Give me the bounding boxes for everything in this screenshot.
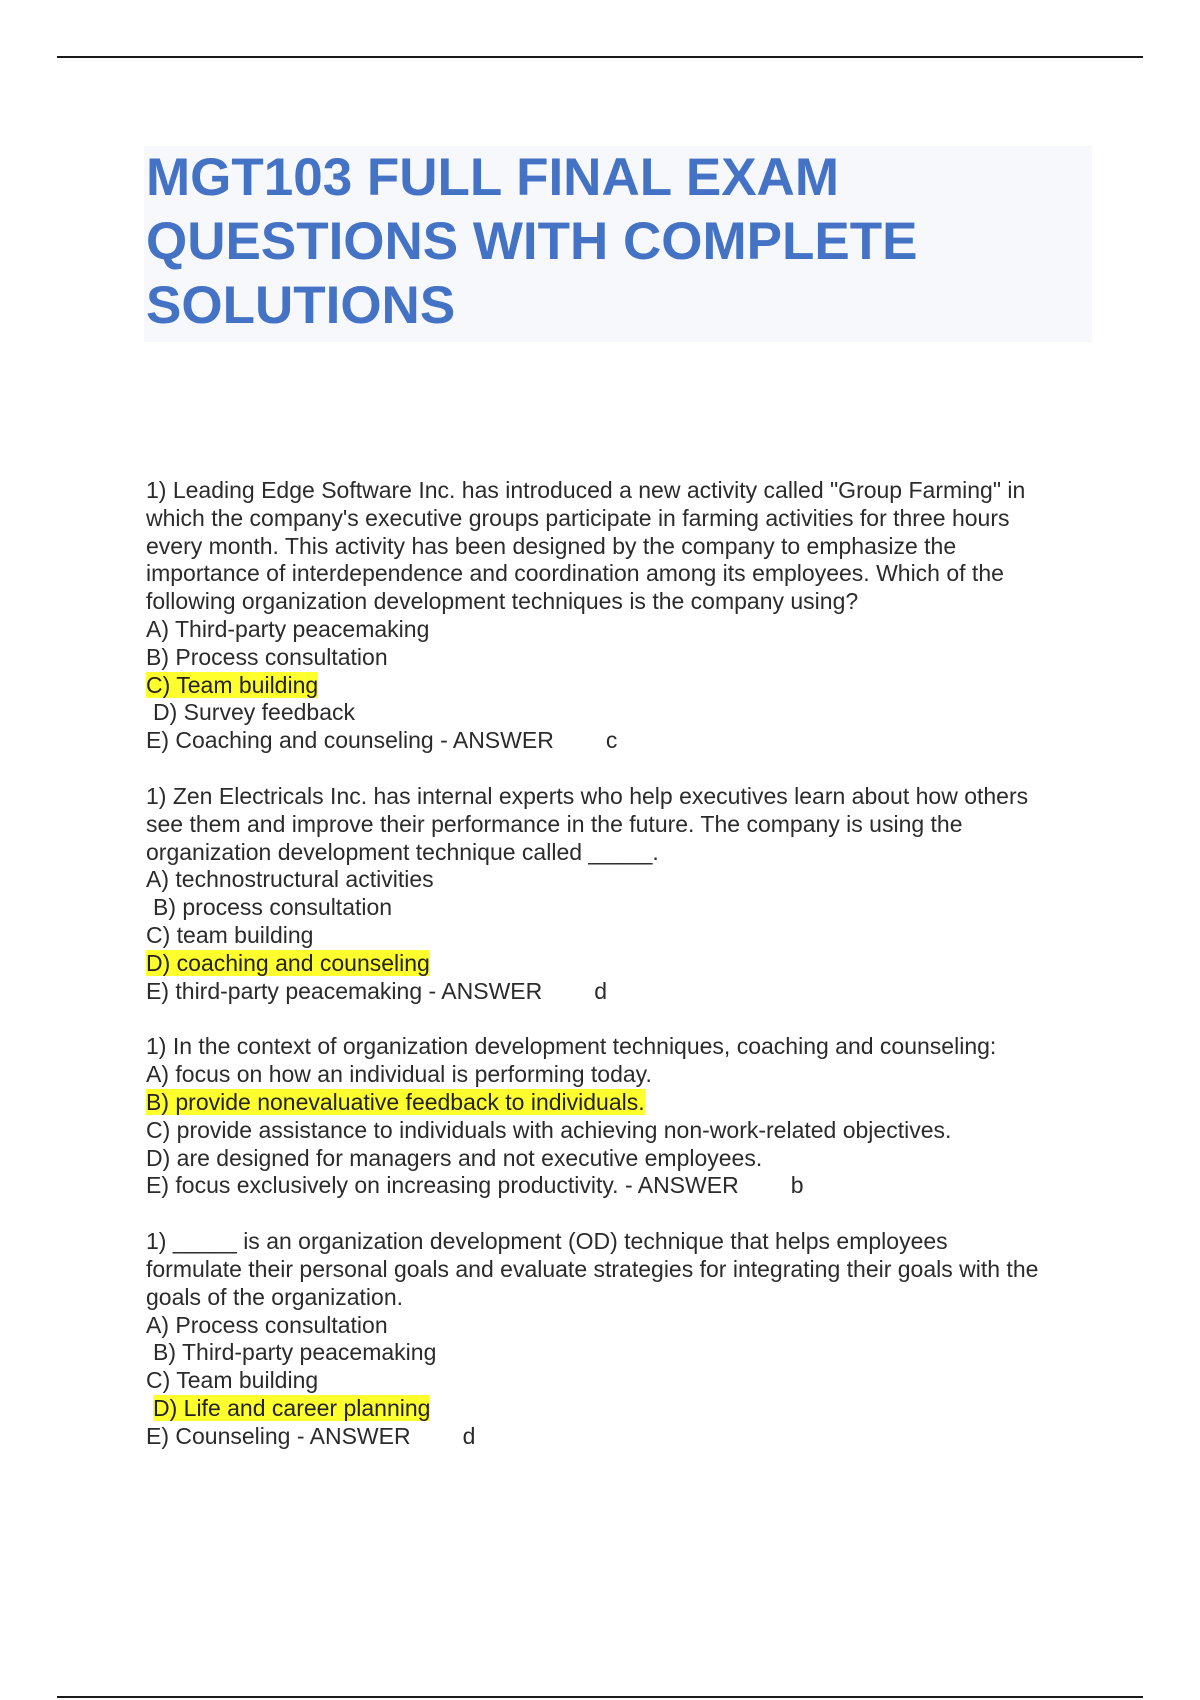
option-b: B) Third-party peacemaking: [153, 1339, 437, 1366]
option-e: E) Coaching and counseling - ANSWER c: [146, 727, 618, 754]
option-c: C) Team building: [146, 1367, 319, 1394]
question-stem-line: see them and improve their performance in the future. The company is using the: [146, 810, 963, 837]
question-stem-line: goals of the organization.: [146, 1283, 404, 1310]
question-stem-line: 1) Leading Edge Software Inc. has introduced a new activity called "Group Farming" in: [146, 477, 1026, 503]
answer-key: d: [594, 977, 608, 1004]
answer-key: d: [462, 1422, 476, 1449]
answer-highlight: C) Team building: [146, 671, 319, 698]
option-b: B) process consultation: [153, 894, 393, 921]
answer-highlight: D) Life and career planning: [153, 1394, 431, 1421]
top-rule: [57, 56, 1143, 58]
answer-highlight: D) coaching and counseling: [146, 949, 430, 976]
question-stem-line: 1) Zen Electricals Inc. has internal experts who help executives learn about how others: [146, 782, 1029, 809]
option-d-correct: [146, 1395, 1146, 1423]
bottom-rule: [57, 1696, 1143, 1698]
question-stem-line: importance of interdependence and coordination among its employees. Which of the: [146, 560, 1004, 587]
option-a: A) Process consultation: [146, 1311, 388, 1338]
option-a: A) focus on how an individual is performing today.: [146, 1061, 652, 1088]
answer-key: c: [605, 727, 618, 754]
option-e: E) third-party peacemaking - ANSWER d: [146, 977, 608, 1004]
question-stem-line: 1) In the context of organization development techniques, coaching and counseling:: [146, 1033, 997, 1060]
option-c: C) provide assistance to individuals with achieving non-work-related objectives.: [146, 1116, 952, 1143]
option-d: D) are designed for managers and not executive employees.: [146, 1144, 763, 1171]
answer-key: b: [790, 1172, 804, 1199]
option-a: A) Third-party peacemaking: [146, 615, 430, 642]
question-1: [146, 477, 1146, 755]
option-b-correct: [146, 1089, 1146, 1117]
document-title: [144, 146, 1092, 342]
option-d: D) Survey feedback: [153, 699, 355, 726]
question-2: [146, 783, 1146, 1005]
question-3: [146, 1033, 1146, 1200]
title-line: SOLUTIONS: [146, 276, 456, 335]
option-b: B) Process consultation: [146, 643, 388, 670]
option-c-correct: [146, 672, 1146, 700]
question-stem-line: following organization development techniques is the company using?: [146, 588, 859, 615]
option-e: E) focus exclusively on increasing productivity. - ANSWER b: [146, 1172, 804, 1199]
question-stem-line: formulate their personal goals and evaluate strategies for integrating their goals with the: [146, 1255, 1039, 1282]
question-stem-line: organization development technique called _____.: [146, 838, 659, 865]
question-stem-line: which the company's executive groups participate in farming activities for three hours: [146, 504, 1010, 531]
option-d-correct: [146, 950, 1146, 978]
option-a: A) technostructural activities: [146, 866, 434, 893]
question-stem-line: 1) _____ is an organization development (OD) technique that helps employees: [146, 1228, 948, 1255]
question-list: [146, 477, 1146, 1479]
question-stem-line: every month. This activity has been designed by the company to emphasize the: [146, 532, 957, 559]
question-4: [146, 1228, 1146, 1450]
title-line: MGT103 FULL FINAL EXAM: [146, 148, 839, 207]
option-c: C) team building: [146, 921, 314, 948]
title-line: QUESTIONS WITH COMPLETE: [146, 212, 918, 271]
answer-highlight: B) provide nonevaluative feedback to individuals.: [146, 1088, 645, 1115]
option-e: E) Counseling - ANSWER d: [146, 1422, 476, 1449]
